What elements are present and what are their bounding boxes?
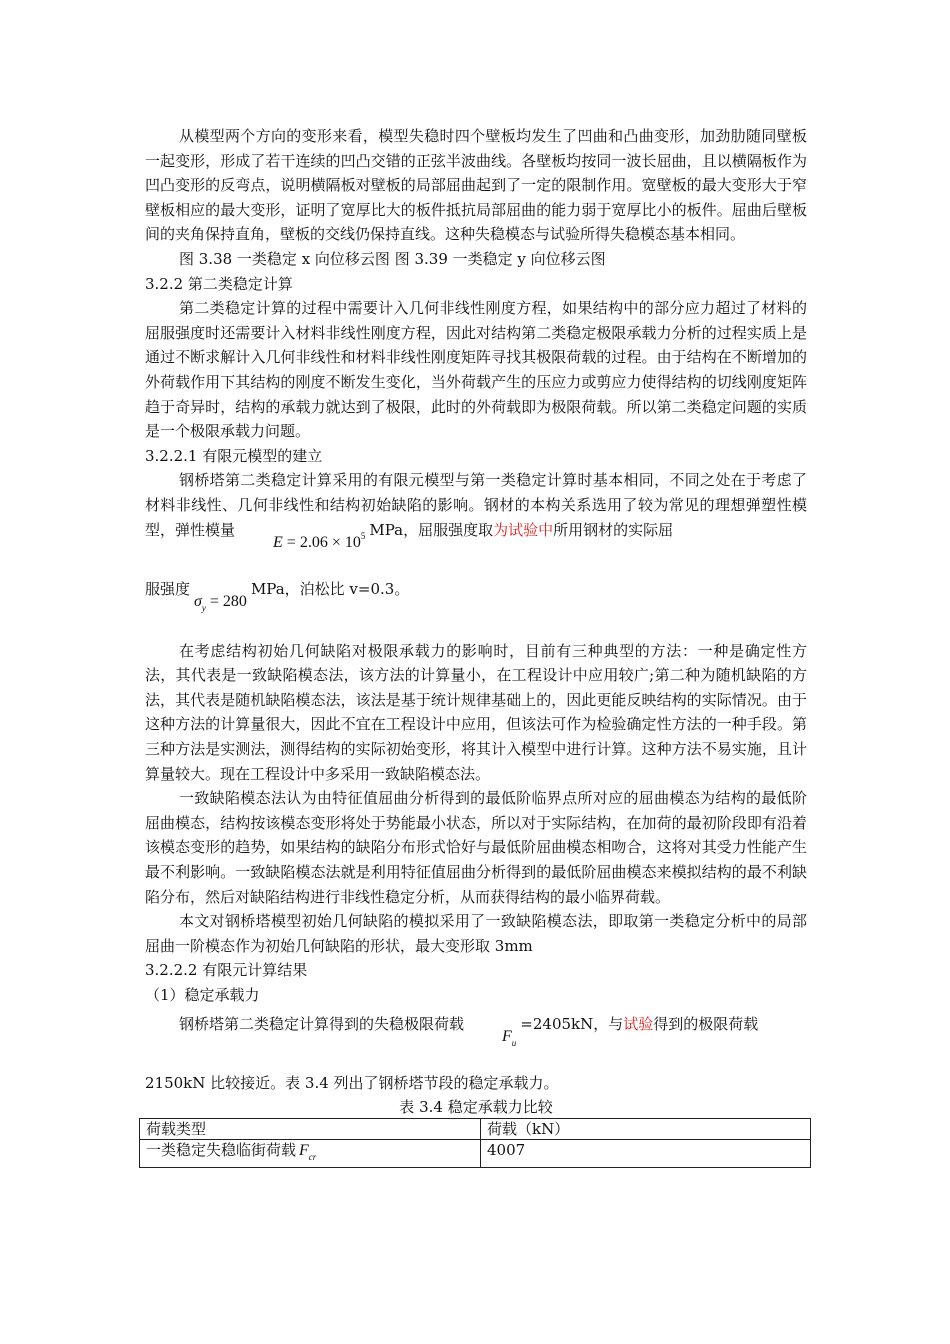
- ultimate-load-red-text: 试验: [623, 1014, 654, 1033]
- critical-load-symbol: $F_{cr}$: [299, 1141, 317, 1162]
- section-heading-3-2-2-2: 3.2.2.2 有限元计算结果: [145, 961, 308, 980]
- fe-model-text-red: 为试验中: [493, 520, 554, 539]
- paragraph-defect-simulation: 本文对钢桥塔模型初始几何缺陷的模拟采用了一致缺陷模态法，即取第一类稳定分析中的局部屈曲一阶模态作为初始几何缺陷的形状，最大变形取 3mm: [145, 912, 807, 955]
- paragraph-second-stability: 第二类稳定计算的过程中需要计入几何非线性刚度方程，如果结构中的部分应力超过了材料的屈服强度时还需要计入材料非线性刚度方程，因此对结构第二类稳定极限承载力分析的过程实质上是通过不断求解计入几何非线性和材料非线性刚度矩阵寻找其极限荷载的过程。由于结构在不断增加的外荷载作用下其结构的刚度不断发生变化，当外荷载产生的压应力或剪应力使得结构的切线刚度矩阵趋于奇异时，结构的承载力就达到了极限，此时的外荷载即为极限荷载。所以第二类稳定问题的实质是一个极限承载力问题。: [145, 299, 807, 441]
- figure-caption-line: 图 3.38 一类稳定 x 向位移云图 图 3.39 一类稳定 y 向位移云图: [179, 249, 606, 268]
- paragraph-consistent-defect: 一致缺陷模态法认为由特征值屈曲分析得到的最低阶临界点所对应的屈曲模态为结构的最低阶屈曲模态，结构按该模态变形将处于势能最小状态，所以对于实际结构，在加荷的最初阶段即有沿着该模态变形的趋势，如果结构的缺陷分布形式恰好与最低阶屈曲模态相吻合，这将对其受力性能产生最不利影响。一致缺陷模态法就是利用特征值屈曲分析得到的最低阶屈曲模态来模拟结构的最不利缺陷分布，然后对缺陷结构进行非线性稳定分析，从而获得结构的最小临界荷载。: [145, 789, 807, 906]
- fe-model-text-a: 钢桥塔第二类稳定计算采用的有限元模型与第一类稳定计算时基本相同，不同之处在于考虑了材料非线性、几何非线性和结构初始缺陷的影响。钢材的本构关系选用了较为常见的理想弹塑性模型，弹性模量: [145, 471, 807, 539]
- yield-strength-formula: $\sigma_y = 280$: [194, 593, 247, 614]
- section-heading-3-2-2-1: 3.2.2.1 有限元模型的建立: [145, 446, 323, 465]
- section-heading-3-2-2: 3.2.2 第二类稳定计算: [145, 274, 293, 293]
- paragraph-fe-model: [145, 468, 807, 555]
- document-page: [145, 124, 807, 1168]
- table-header-row: [140, 1118, 811, 1139]
- subheading-bearing-capacity: （1）稳定承载力: [145, 986, 260, 1004]
- ultimate-load-symbol: $F_u$: [502, 1027, 517, 1048]
- table-row: [140, 1139, 811, 1167]
- table-header-load-type: 荷载类型: [140, 1118, 481, 1139]
- fe-model-text-c: 所用钢材的实际屈: [553, 520, 674, 539]
- paragraph-comparison: 2150kN 比较接近。表 3.4 列出了钢桥塔节段的稳定承载力。: [145, 1074, 559, 1093]
- paragraph-deformation: 从模型两个方向的变形来看，模型失稳时四个壁板均发生了凹曲和凸曲变形，加劲肋随同壁板一起变形，形成了若干连续的凹凸交错的正弦半波曲线。各壁板均按同一波长屈曲，且以横隔板作为凹凸变形的反弯点，说明横隔板对壁板的局部屈曲起到了一定的限制作用。宽壁板的最大变形大于窄壁板相应的最大变形，证明了宽厚比大的板件抵抗局部屈曲的能力弱于宽厚比小的板件。屈曲后壁板间的夹角保持直角，壁板的交线仍保持直线。这种失稳模态与试验所得失稳模态基本相同。: [145, 127, 807, 244]
- yield-text-b: MPa，泊松比 v=0.3。: [250, 580, 410, 599]
- paragraph-ultimate-load: 钢桥塔第二类稳定计算得到的失稳极限荷载$F_u=2405kN$，与试验得到的极限荷载: [145, 1012, 807, 1056]
- elastic-modulus-formula: $E = 2.06 \times 10^5$: [273, 530, 366, 551]
- table-caption: 表 3.4 稳定承载力比较: [399, 1097, 553, 1116]
- table-cell-load-value: 4007: [481, 1139, 811, 1167]
- stability-table: [139, 1118, 811, 1168]
- table-header-load-value: 荷载（kN）: [481, 1118, 811, 1139]
- paragraph-yield-strength: [145, 577, 807, 621]
- paragraph-initial-defects: 在考虑结构初始几何缺陷对极限承载力的影响时，目前有三种典型的方法：一种是确定性方法，其代表是一致缺陷模态法，该方法的计算量小，在工程设计中应用较广;第二种为随机缺陷的方法，其代表是随机缺陷模态法，该法是基于统计规律基础上的，因此更能反映结构的实际情况。由于这种方法的计算量很大，因此不宜在工程设计中应用，但该法可作为检验确定性方法的一种手段。第三种方法是实测法，测得结构的实际初始变形，将其计入模型中进行计算。这种方法不易实施，且计算量较大。现在工程设计中多采用一致缺陷模态法。: [145, 641, 807, 783]
- table-cell-load-type: 一类稳定失稳临街荷载 $F_{cr}$: [140, 1139, 481, 1167]
- yield-text-a: 服强度: [145, 580, 191, 599]
- fe-model-text-b: MPa，屈服强度取: [369, 520, 494, 539]
